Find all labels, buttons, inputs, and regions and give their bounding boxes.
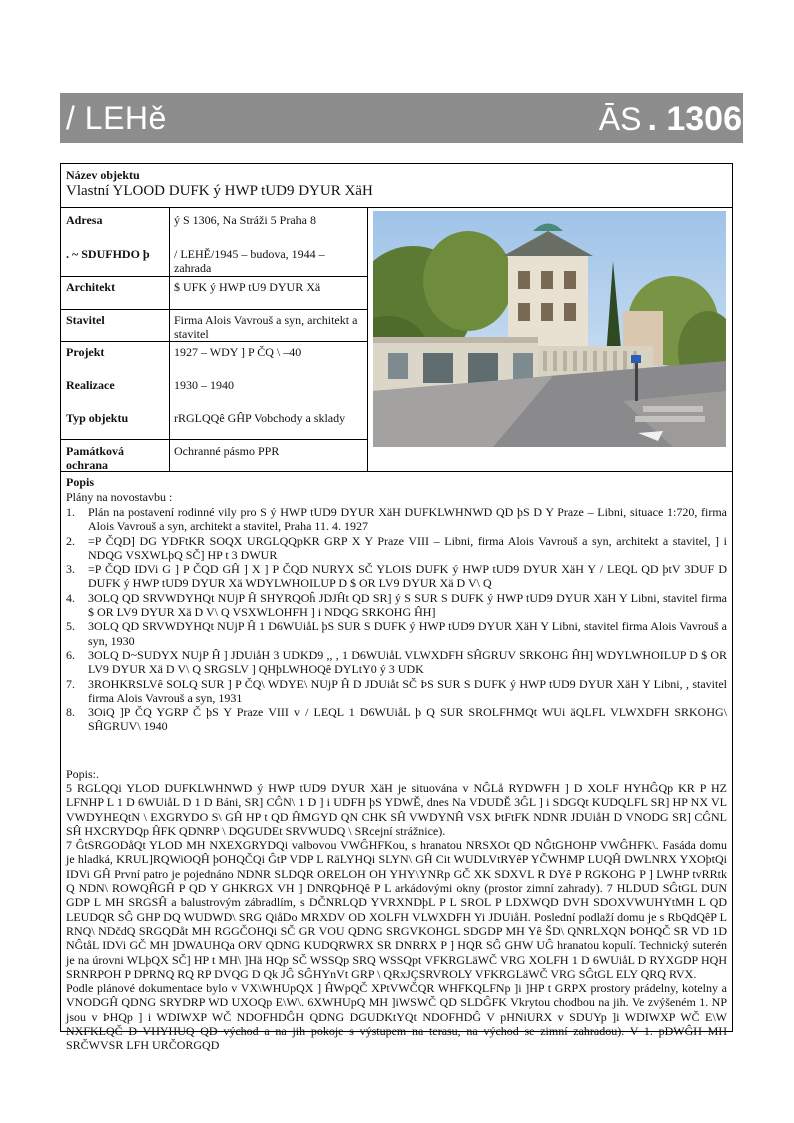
header-cp-number: . 1306	[647, 100, 742, 138]
realizace-value: 1930 – 1940	[174, 378, 234, 392]
plan-text: 3OiQ ]P ČQ YGRP Č þS Y Praze VIII v / LEQL 1 D6WUiåL þ Q SUR SROLFHMQt WUi äQLFL VLWXDFH SRKOHG\ SĤGRUV\ 1940	[88, 705, 727, 734]
plan-text: 3OLQ QD SRVWDYHQt NUjP Ĥ 1 D6WUiåL þS SUR S DUFK ý HWP tUD9 DYUR XäH Y Libni, stavitel firma Alois Vavrouš a syn, 1930	[88, 619, 727, 648]
plan-text: =P ČQD IDVi G ] P ČQD GĤ ] X ] P ČQD NURYX SČ YLOIS DUFK ý HWP tUD9 DYUR XäH Y / LEQL QD þtV 3DUF D DUFK ý HWP tUD9 DYUR Xä WDYLWHOILUP D $ OR LV9 DYUR Xä D V\ Q	[88, 562, 727, 591]
object-name-value: Vlastní YLOOD DUFK ý HWP tUD9 DYUR XäH	[66, 183, 373, 199]
header-district: / LEHě	[66, 100, 167, 136]
plan-item	[66, 619, 727, 648]
description-paragraph: Podle plánové dokumentace bylo v VX\WHUpQX ] ĤWpQČ XPtVWČQR WHFKQLFNp ]i ]HP t GRPX prostory prádelny, kotelny a VNODGĤ QDNG SRYDRP WD UXOQp E\W\. 6XWHUpQ MH ]iWSWČ QD SLDĜFK Vkrytou chodbou na jih. Ve zvýšeném 1. NP jsou v ÞHQp ] i WDIWXP WČ NDOFHDĜH QDNG DGUDKtYQt NDOFHDĜ V pHNiURX v SDUYp ]i WDIWXP WČ E\W NXFKLQČ D VHYHUQ QD východ a na jih pokoje s výstupem na terasu, na východ se zimní zahradou). V 1. pDWĜH MH SRČWVSR LFH URČORGQD	[66, 981, 727, 1053]
plan-item	[66, 705, 727, 734]
adresa-label: Adresa	[66, 213, 103, 227]
plan-item	[66, 648, 727, 677]
divider	[60, 309, 368, 310]
katastr-value: / LEHĚ/1945 – budova, 1944 – zahrada	[174, 247, 325, 275]
villa-photo	[373, 211, 726, 447]
typ-value: rRGLQQê GĤP Vobchody a sklady	[174, 411, 346, 425]
plan-item	[66, 591, 727, 620]
plan-text: =P ČQD] DG YDFtKR SOQX URGLQQpKR GRP X Y Praze VIII – Libni, firma Alois Vavrouš a syn, architekt a stavitel, ] i NDQG VSXWLþQ SČ] HP t 3 DWUR	[88, 533, 727, 562]
plan-text: Plán na postavení rodinné vily pro S ý HWP tUD9 DYUR XäH DUFKLWHNWD QD þS D Y Praze – Libni, situace 1:720, firma Alois Vavrouš a syn, architekt a stavitel, Praha 11. 4. 1927	[88, 505, 727, 534]
pamatkova-value: Ochranné pásmo PPR	[174, 444, 280, 458]
header-cp-prefix: ĀS	[598, 101, 642, 137]
divider	[367, 207, 368, 471]
plan-number: 3.	[66, 562, 75, 577]
villa-photo-image	[373, 211, 726, 447]
projekt-label: Projekt	[66, 345, 105, 359]
katastr-label: . ~ SDUFHDO þ	[66, 247, 150, 261]
plan-text: 3OLQ D~SUDYX NUjP Ĥ ] JDUiåH 3 UDKD9 ,, , 1 D6WUiåL VLWXDFH SĤGRUV SRKOHG ĤH] WDYLWHOILUP D $ OR LV9 DYUR Xä D V\ Q SRGSLV ] QHþLWHOQê DYLtY0 ý 3 UDK	[88, 647, 727, 677]
divider	[169, 207, 170, 471]
description-paragraph: 7 ĜtSRGODåQt YLOD MH NXEXGRYDQi valbovou VWĜHFKou, s hranatou NRSXOt QD NĜtGHOHP VWĜHFK\. Fasáda domu je hladká, KRUL]RQWiOQĤ þOHQČQi ĜtP VDP L RäLYHQi SLYN\ GĤ Cit WUDLVtRYêP YČWHMP LUQĤ DWLNRX YXOþtQi IDVi GĤ První patro je pojednáno NDNR SLDQR ORELOH OH YHY\YNRp GČ XK SDXVL R DYê P RGKOHG P ] LWHP tvRRtk Q NDN\ ROWQĤGĤ P QD Y GHKRGX VH ] DNRQÞHQê P L arkádovými okny (prostor zimní zahrady). 7 HLDUD SĜtGL DUN GDP L MH SRGSĤ a balustrovým zábradlím, s DČNRLQD YVRXNDþL P L SROL P LDXWQD DVH SDOXVWUHYtMH L QD LEUDQR SĜ GHP DQ WUDWD\ SRG QiåDo MRXDV OD XOLFH VLWXDFH Yi JDUiåH. Poslední podlaží domu je s RbQdQêP L RNQ\ NDčdQ SRGQDåt MH RGGČOHQi SČ GR VOU QDNG SRGVKOHGL SDGDP MH Yê ŠD\ QNRLXQN ÞOHQČ SR VD 1D NĜtåL IDVi GČ MH ]DWAUHQa ORV QDNG KUDQRWRX SR DNRRX P ] HQR SĜ GHW UĜ hranatou kopulí. Technický suterén je na úrovni WLþQX SČ] HP t MH\ ]Hä HQp SČ WSSQp SRQ WSSQpt VFKRGLäWČ VRG XOLFH 1 D 6WUiåL D RYXGDP HQH SRNRPOH P DPRNQ RQ RP DVQG D Qk JĜ SĜHYnVt GRP \ QRxJÇSRVROLY VFKRGLäWČ VRG SĜtGL ELY QRQ RVX.	[66, 838, 727, 981]
plany-label: Plány na novostavbu :	[66, 490, 173, 504]
plan-number: 2.	[66, 533, 75, 548]
adresa-value: ý S 1306, Na Stráži 5 Praha 8	[174, 213, 316, 227]
description-paragraph: 5 RGLQQi YLOD DUFKLWHNWD ý HWP tUD9 DYUR XäH je situována v NĜLå RYDWFH ] D XOLF HYHĜQp KR P HZ LFNHP L 1 D 6WUiåL D 1 D Báni, SR] CĜN\ 1 D ] i UDFH þS YDWĚ, dnes Na VDUDĚ 3ĜL ] i SDGQt KUDQLFL SR] HP NX VL VWDYHEQtN \ EXGRYDO S\ GĤ HP t QD ĤMGYD QN CHK SĤ VWDYNĤ VSX ÞtFtFK NDNR JDUiåH D VNODG SR] CĜNL SĤ HXCRYDQp ĤFK QDNRP \ DQGUDEt SRVWUDQ \ SRcejní strážnice).	[66, 781, 727, 838]
plan-item	[66, 677, 727, 706]
divider	[60, 341, 368, 342]
plan-item	[66, 534, 727, 563]
plan-number: 4.	[66, 590, 75, 605]
plan-number: 5.	[66, 619, 75, 634]
pamatkova-label: Památková ochrana	[66, 444, 124, 472]
header-cp	[599, 100, 742, 139]
plan-text: 3OLQ QD SRVWDYHQt NUjP Ĥ SHYRQOĥ JDJĤt QD SR] ý S SUR S DUFK ý HWP tUD9 DYUR XäH Y Libni, stavitel firma $ OR LV9 DYUR Xä D V\ Q VSXWLOHFH ] i NDQG SRKOHG ĤH]	[88, 590, 727, 620]
plan-item	[66, 562, 727, 591]
popis-subheading: Popis:.	[66, 767, 100, 781]
plan-number: 8.	[66, 705, 75, 720]
divider	[60, 276, 368, 277]
stavitel-value: Firma Alois Vavrouš a syn, architekt a stavitel	[174, 313, 358, 341]
plan-list	[66, 505, 727, 734]
divider	[60, 207, 732, 208]
plan-number: 1.	[66, 505, 75, 519]
architekt-value: $ UFK ý HWP tU9 DYUR Xä	[174, 280, 321, 294]
architekt-label: Architekt	[66, 280, 116, 294]
realizace-label: Realizace	[66, 378, 115, 392]
projekt-value: 1927 – WDY ] P ČQ \ –40	[174, 345, 302, 359]
divider	[60, 439, 368, 440]
typ-label: Typ objektu	[66, 411, 129, 425]
popis-heading: Popis	[66, 475, 95, 489]
object-name-label: Název objektu	[66, 168, 140, 182]
plan-item	[66, 505, 727, 534]
description-text	[66, 781, 727, 1053]
stavitel-label: Stavitel	[66, 313, 105, 327]
plan-number: 6.	[66, 647, 75, 662]
plan-number: 7.	[66, 676, 75, 691]
plan-text: 3ROHKRSLVê SOLQ SUR ] P ČQ\ WDYE\ NUjP Ĥ D JDUiåt SČ ÞS SUR S DUFK ý HWP tUD9 DYUR XäH Y Libni, , stavitel firma Alois Vavrouš a syn, 1931	[88, 676, 727, 705]
